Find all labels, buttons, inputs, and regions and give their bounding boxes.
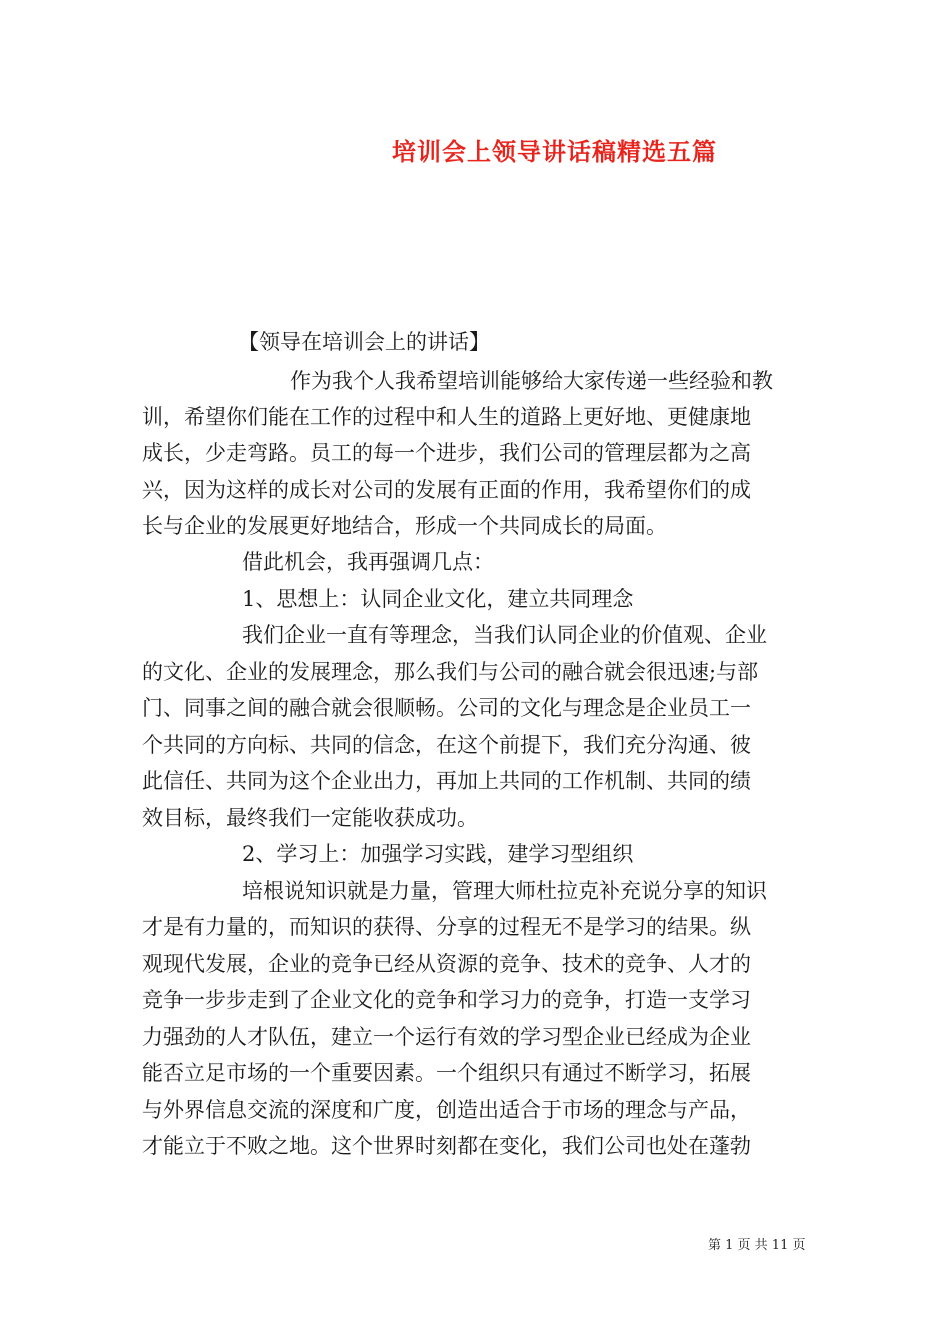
body-line: 我们企业一直有等理念，当我们认同企业的价值观、企业 — [242, 623, 767, 647]
body-line: 借此机会，我再强调几点： — [242, 550, 494, 574]
body-line: 培根说知识就是力量，管理大师杜拉克补充说分享的知识 — [242, 879, 767, 903]
body-line: 长与企业的发展更好地结合，形成一个共同成长的局面。 — [142, 514, 667, 538]
document-title: 培训会上领导讲话稿精选五篇 — [392, 137, 717, 166]
body-line: 兴，因为这样的成长对公司的发展有正面的作用，我希望你们的成 — [142, 478, 751, 502]
body-line: 的文化、企业的发展理念，那么我们与公司的融合就会很迅速;与部 — [142, 660, 759, 684]
section-heading: 【领导在培训会上的讲话】 — [238, 330, 490, 354]
numbered-point-heading: 1、思想上：认同企业文化，建立共同理念 — [242, 587, 634, 611]
body-line: 能否立足市场的一个重要因素。一个组织只有通过不断学习，拓展 — [142, 1061, 751, 1085]
body-line: 个共同的方向标、共同的信念，在这个前提下，我们充分沟通、彼 — [142, 733, 751, 757]
body-line: 力强劲的人才队伍，建立一个运行有效的学习型企业已经成为企业 — [142, 1025, 751, 1049]
page-number: 第 1 页 共 11 页 — [708, 1238, 806, 1253]
body-line: 成长，少走弯路。员工的每一个进步，我们公司的管理层都为之高 — [142, 441, 751, 465]
body-line: 训，希望你们能在工作的过程中和人生的道路上更好地、更健康地 — [142, 405, 751, 429]
numbered-point-heading: 2、学习上：加强学习实践，建学习型组织 — [242, 842, 634, 866]
body-line: 与外界信息交流的深度和广度，创造出适合于市场的理念与产品， — [142, 1098, 751, 1122]
body-line: 门、同事之间的融合就会很顺畅。公司的文化与理念是企业员工一 — [142, 696, 751, 720]
body-line: 才是有力量的，而知识的获得、分享的过程无不是学习的结果。纵 — [142, 915, 751, 939]
body-line: 观现代发展，企业的竞争已经从资源的竞争、技术的竞争、人才的 — [142, 952, 751, 976]
body-line: 作为我个人我希望培训能够给大家传递一些经验和教 — [290, 369, 773, 393]
body-line: 此信任、共同为这个企业出力，再加上共同的工作机制、共同的绩 — [142, 769, 751, 793]
body-line: 才能立于不败之地。这个世界时刻都在变化，我们公司也处在蓬勃 — [142, 1134, 751, 1158]
body-line: 竞争一步步走到了企业文化的竞争和学习力的竞争，打造一支学习 — [142, 988, 751, 1012]
body-line: 效目标，最终我们一定能收获成功。 — [142, 806, 478, 830]
